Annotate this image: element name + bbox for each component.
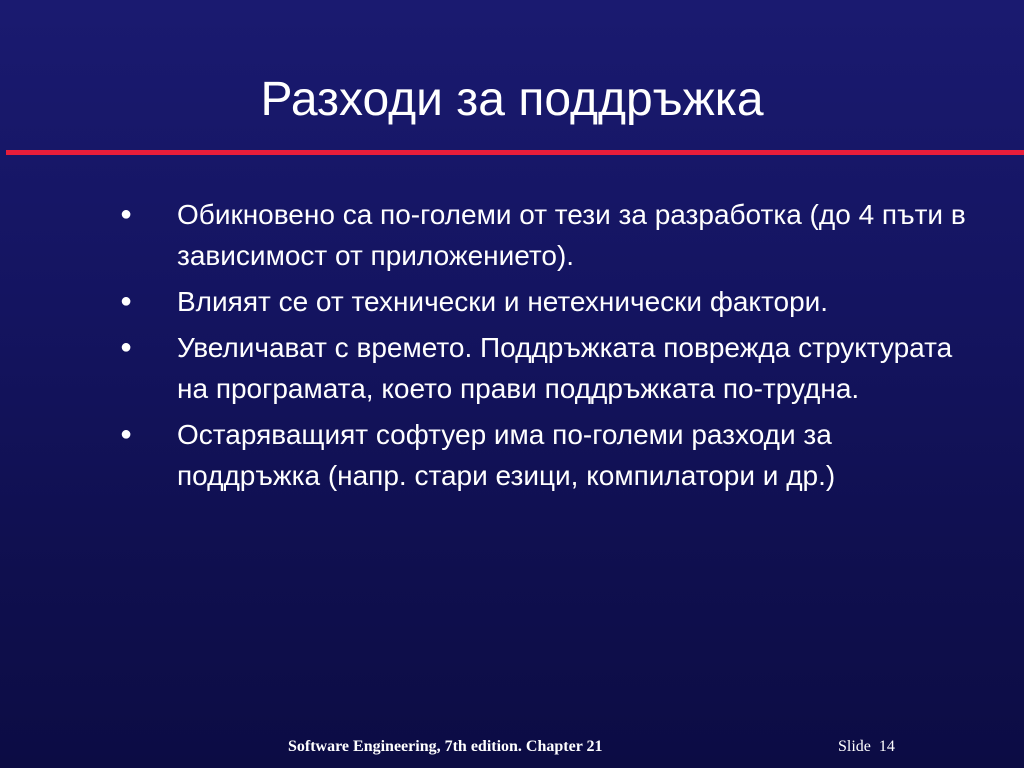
- slide-number: [838, 737, 895, 757]
- slide-label: Slide: [838, 738, 871, 755]
- bullet-text: Остаряващият софтуер има по-големи разходи за поддръжка (напр. стари езици, компилатори и др.): [177, 419, 836, 491]
- bullet-item: [0, 281, 977, 322]
- bullet-dot-icon: ●: [120, 290, 133, 312]
- slide-title: Разходи за поддръжка: [260, 73, 764, 126]
- bullet-text: Обикновено са по-големи от тези за разработка (до 4 пъти в зависимост от приложението).: [177, 199, 966, 271]
- bullet-list: [0, 194, 1024, 501]
- bullet-text: Влияят се от технически и нетехнически фактори.: [177, 286, 829, 317]
- bullet-item: [0, 194, 977, 276]
- bullet-dot-icon: ●: [120, 423, 133, 445]
- bullet-item: [0, 414, 977, 496]
- footer-text: Software Engineering, 7th edition. Chapter 21: [288, 738, 603, 755]
- title-divider: [6, 150, 1024, 155]
- bullet-text: Увеличават с времето. Поддръжката поврежда структурата на програмата, което прави поддръжката по-трудна.: [177, 332, 953, 404]
- bullet-dot-icon: ●: [120, 203, 133, 225]
- slide-number-value: 14: [878, 738, 895, 755]
- bullet-dot-icon: ●: [120, 336, 133, 358]
- bullet-item: [0, 327, 977, 409]
